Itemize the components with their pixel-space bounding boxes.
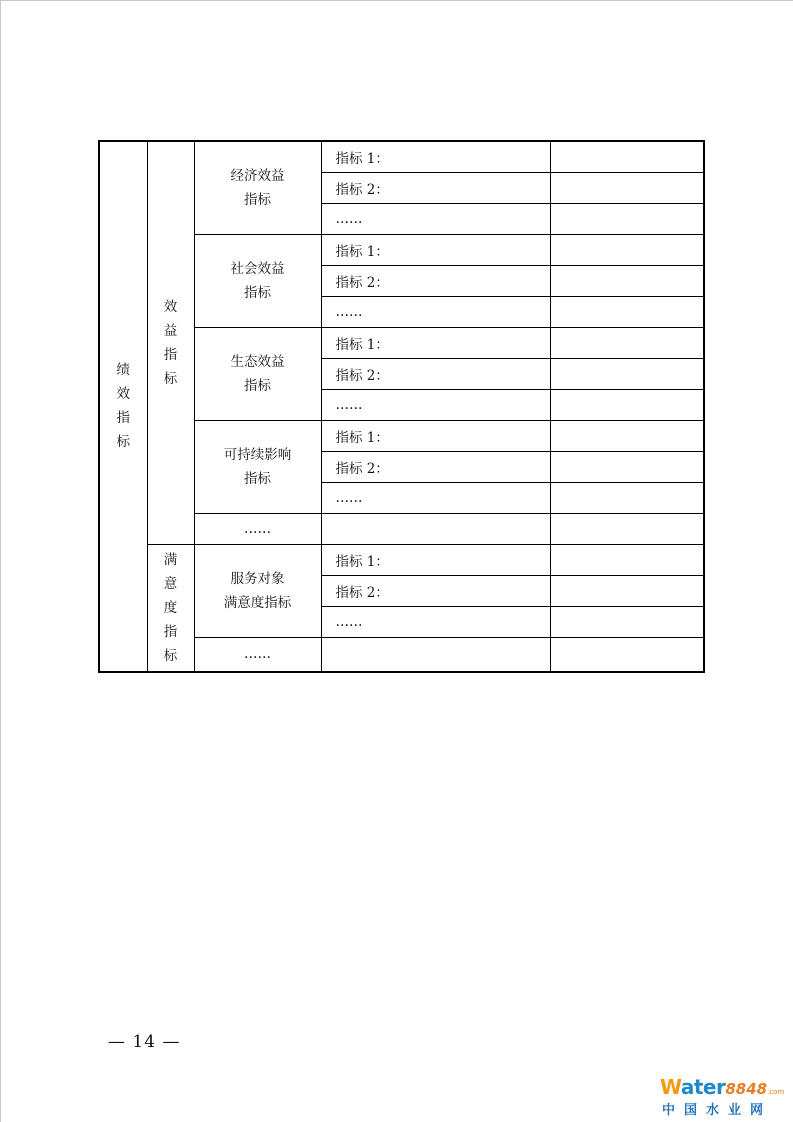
sustainability-impact-cell [194,421,321,514]
indicator-name-cell: …… [321,297,550,328]
satisfaction-indicator-label: 满意度指标 [163,551,178,664]
ecological-benefit-cell [194,328,321,421]
indicator-name-cell: 指标 2： [321,576,550,607]
water8848-logo [660,1075,788,1118]
logo-water-text [660,1075,725,1099]
benefit-more-cell: …… [194,514,321,545]
logo-wordmark [660,1075,784,1099]
page-edge-top [0,0,793,1]
logo-com: .com [767,1088,785,1096]
indicator-name-cell: 指标 2： [321,173,550,204]
service-satisfaction-cell [194,545,321,638]
indicator-name-cell: 指标 2： [321,266,550,297]
group-label-line: 生态效益 [230,354,285,370]
indicator-name-cell: 指标 2： [321,359,550,390]
indicator-value-cell[interactable] [550,328,704,359]
logo-w: W [660,1075,681,1099]
benefit-indicator-header [147,141,194,545]
social-benefit-cell [194,235,321,328]
indicator-value-cell[interactable] [550,141,704,173]
indicator-name-cell: 指标 1： [321,421,550,452]
group-label-line: 指标 [244,285,271,301]
satisfaction-indicator-header [147,545,194,672]
group-label-line: 指标 [244,378,271,394]
indicator-name-cell[interactable] [321,514,550,545]
group-label-line: 指标 [244,471,271,487]
logo-number: 8848 [725,1080,768,1098]
indicator-name-cell: 指标 1： [321,141,550,173]
indicator-value-cell[interactable] [550,297,704,328]
indicator-value-cell[interactable] [550,421,704,452]
performance-indicator-label: 绩效指标 [116,362,130,451]
indicator-value-cell[interactable] [550,204,704,235]
group-label-line: 服务对象 [230,571,285,587]
indicator-value-cell[interactable] [550,545,704,576]
indicator-value-cell[interactable] [550,235,704,266]
group-label-line: 经济效益 [230,168,285,184]
indicator-name-cell[interactable] [321,638,550,672]
page-number: — 14 — [108,1032,181,1052]
group-label-line: 满意度指标 [223,595,292,611]
indicator-value-cell[interactable] [550,359,704,390]
indicator-value-cell[interactable] [550,514,704,545]
indicator-name-cell: …… [321,607,550,638]
indicator-name-cell: 指标 1： [321,545,550,576]
indicator-value-cell[interactable] [550,576,704,607]
indicator-name-cell: …… [321,204,550,235]
indicator-value-cell[interactable] [550,638,704,672]
performance-indicator-header [99,141,147,672]
indicator-name-cell: 指标 1： [321,235,550,266]
indicator-value-cell[interactable] [550,607,704,638]
indicator-name-cell: 指标 2： [321,452,550,483]
economic-benefit-cell [194,141,321,235]
logo-chinese-name: 中国水业网 [662,1103,773,1118]
indicator-value-cell[interactable] [550,390,704,421]
indicator-name-cell: 指标 1： [321,328,550,359]
group-label-line: 指标 [244,192,271,208]
indicator-value-cell[interactable] [550,483,704,514]
benefit-indicator-label: 效益指标 [163,299,178,387]
indicator-value-cell[interactable] [550,266,704,297]
group-label-line: 可持续影响 [223,447,292,463]
indicator-value-cell[interactable] [550,452,704,483]
performance-indicator-table [98,140,705,673]
indicator-name-cell: …… [321,390,550,421]
satisfaction-more-cell: …… [194,638,321,672]
indicator-name-cell: …… [321,483,550,514]
group-label-line: 社会效益 [230,261,285,277]
indicator-value-cell[interactable] [550,173,704,204]
page-edge-left [0,0,1,1122]
logo-ater: ater [680,1075,726,1099]
